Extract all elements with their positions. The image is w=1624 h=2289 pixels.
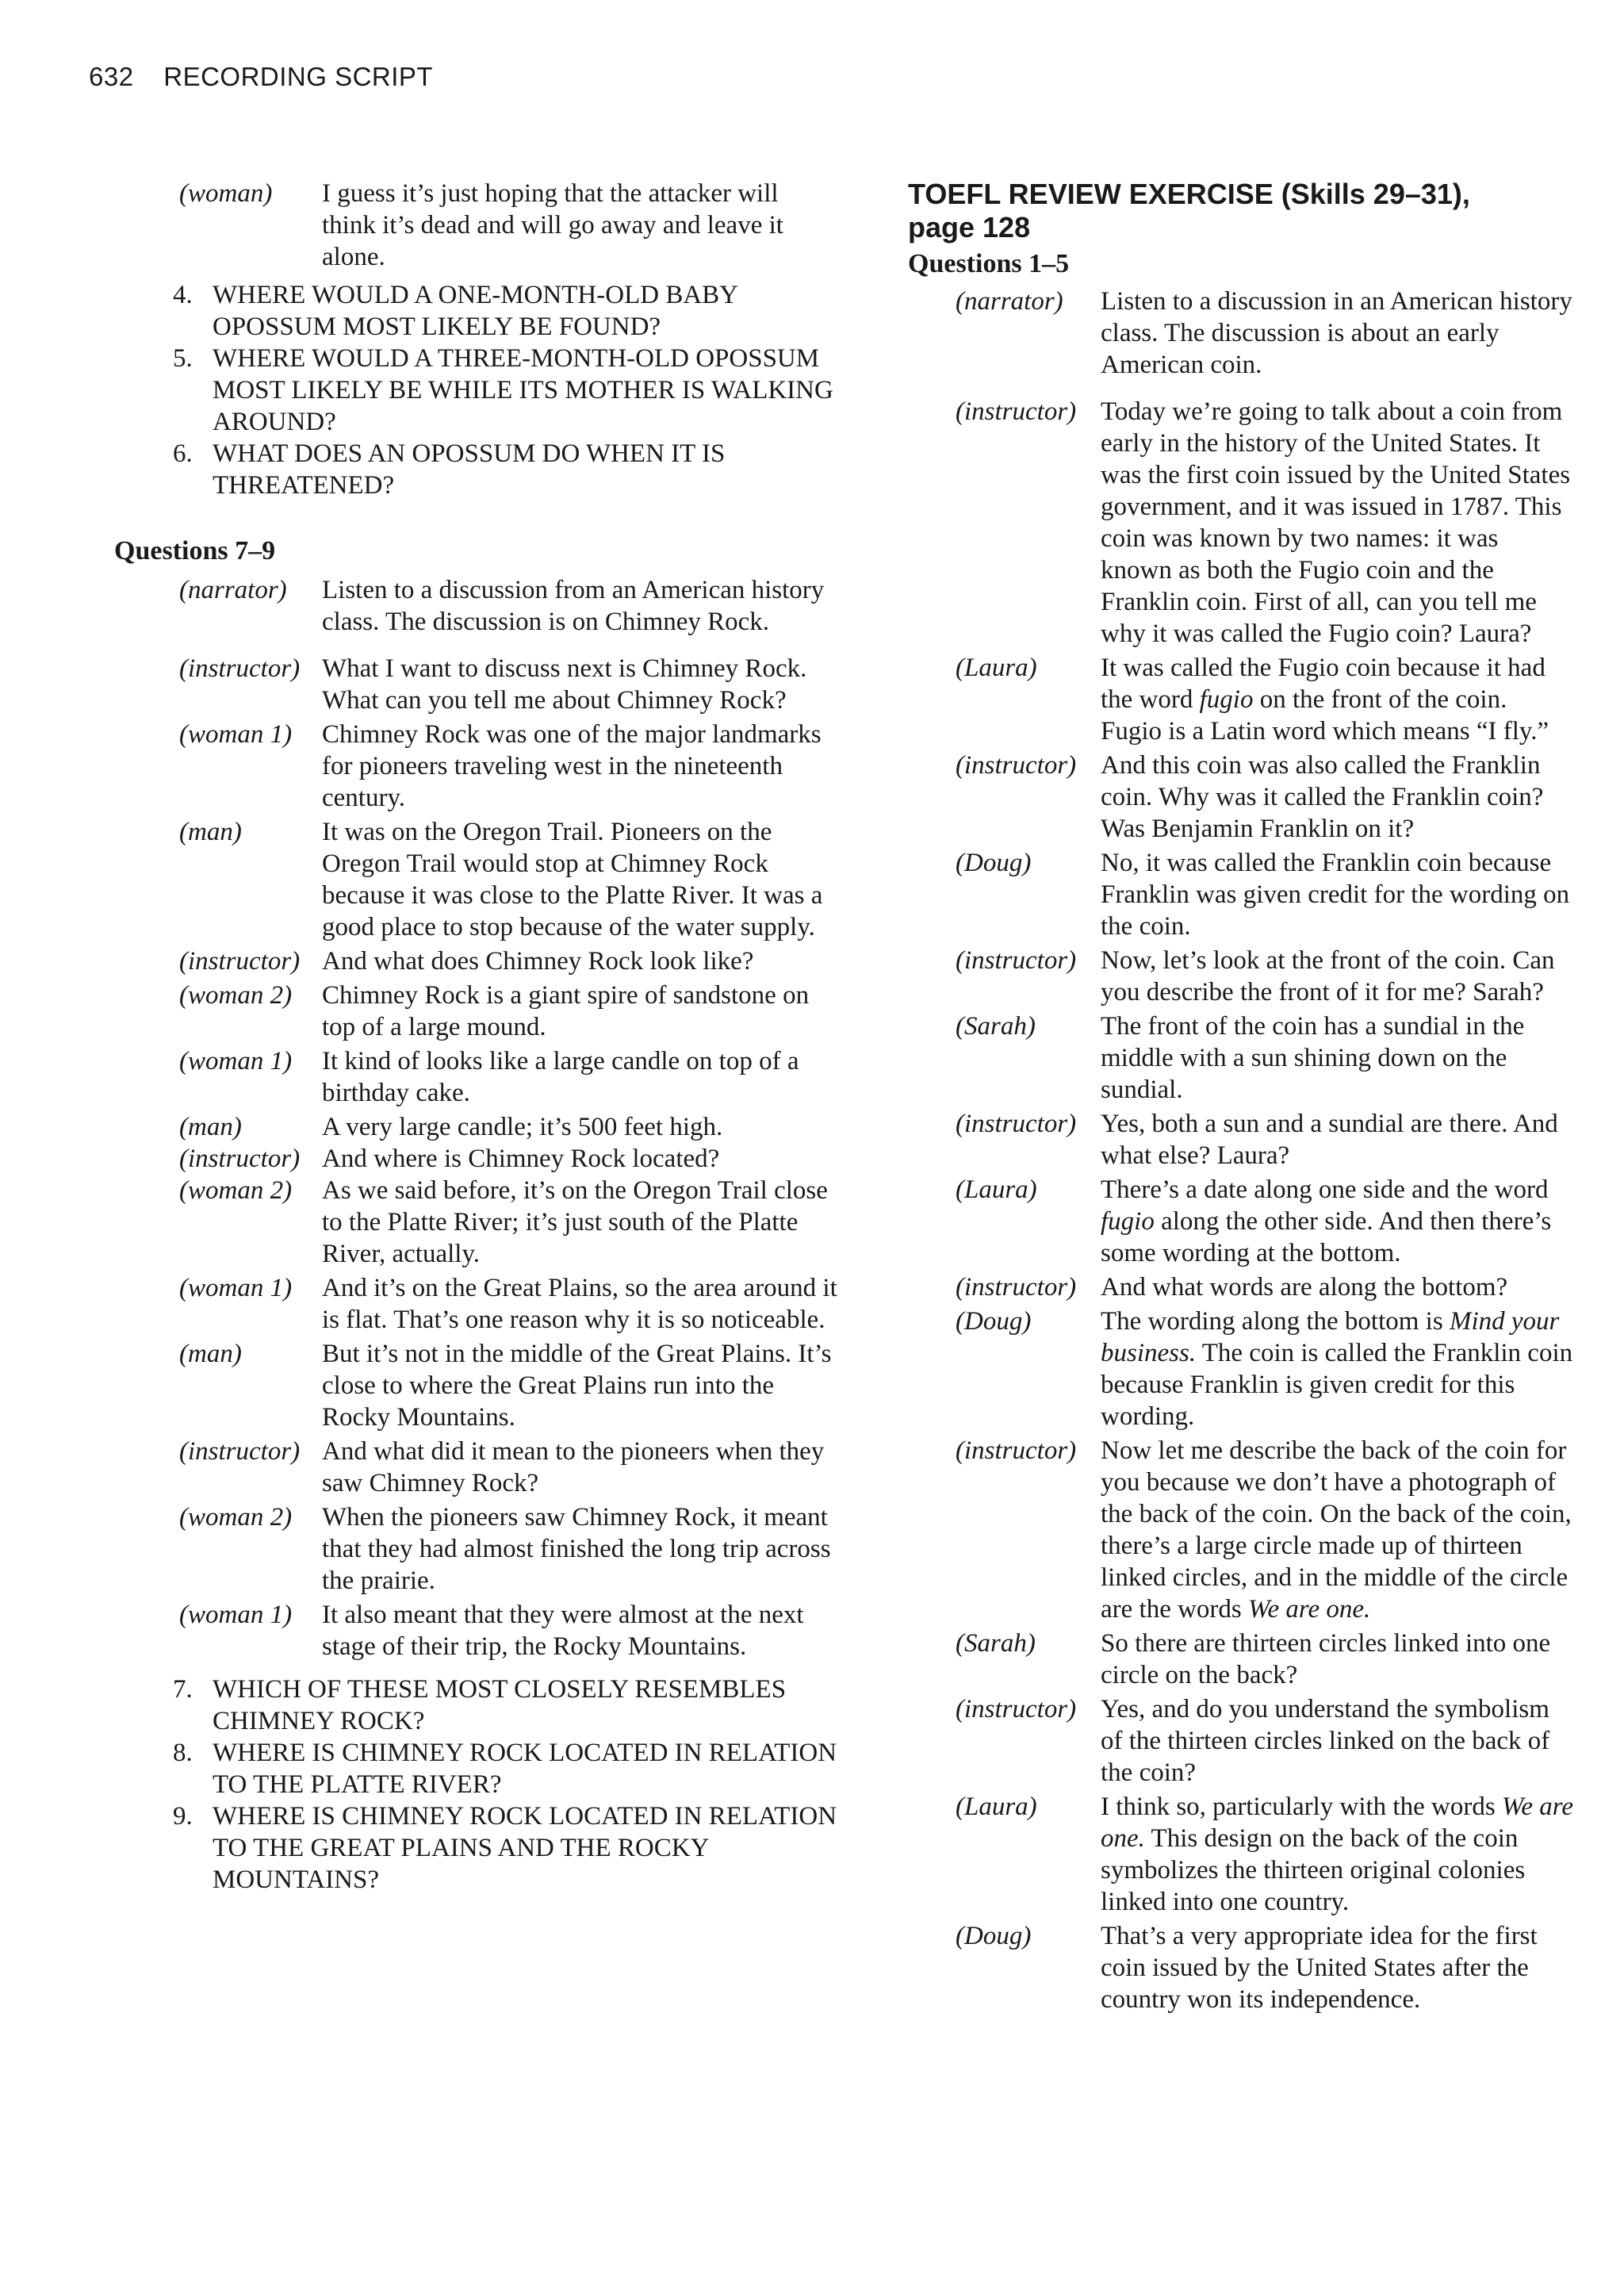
dialogue-line: [179, 1175, 837, 1270]
dialogue: [956, 286, 1574, 2015]
spoken-text: Yes, both a sun and a sundial are there. And what else? Laura?: [1101, 1110, 1558, 1170]
speaker-label: (woman 2): [179, 1176, 293, 1205]
speaker-label: (man): [179, 818, 242, 846]
dialogue-line: [179, 945, 837, 977]
question-text: WHERE IS CHIMNEY ROCK LOCATED IN RELATION TO THE GREAT PLAINS AND THE ROCKY MOUNTAINS?: [213, 1802, 837, 1894]
speaker-label: (woman 1): [179, 1047, 293, 1075]
dialogue-line: [179, 1272, 837, 1336]
section-title-line: page 128: [908, 211, 1031, 243]
dialogue-line: [956, 1693, 1574, 1789]
speaker-label: (woman 1): [179, 1601, 293, 1629]
dialogue-line: [179, 1111, 837, 1143]
dialogue-line: [179, 816, 837, 943]
question-number: 7.: [173, 1675, 193, 1704]
spoken-text: Now, let’s look at the front of the coin. Can you describe the front of it for me? Sarah?: [1101, 946, 1555, 1006]
question-item: [173, 279, 837, 343]
dialogue-line: [956, 1174, 1574, 1269]
speaker-label: (woman 1): [179, 720, 293, 749]
speaker-label: (Sarah): [956, 1629, 1036, 1658]
spoken-text: But it’s not in the middle of the Great Plains. It’s close to where the Great Plains run into the Rocky Mountains.: [322, 1340, 832, 1432]
spoken-text: As we said before, it’s on the Oregon Trail close to the Platte River; it’s just south of the Platte River, actually.: [322, 1176, 828, 1268]
dialogue-line: [956, 1791, 1574, 1918]
dialogue-line: [179, 178, 837, 273]
dialogue-line: [956, 1108, 1574, 1171]
speaker-label: (instructor): [179, 1144, 301, 1173]
speaker-label: (instructor): [956, 1695, 1077, 1723]
dialogue-line: [179, 574, 837, 638]
question-item: [173, 343, 837, 438]
spoken-text: Now let me describe the back of the coin for you because we don’t have a photograph of the back of the coin. On the back of the coin, there’s a large circle made up of thirteen linked circles, and in the middle of the circle are the words We are one.: [1101, 1436, 1572, 1624]
spoken-text: I guess it’s just hoping that the attacker will think it’s dead and will go away and leave it alone.: [322, 179, 783, 271]
spoken-text: It also meant that they were almost at the next stage of their trip, the Rocky Mountains.: [322, 1601, 804, 1661]
dialogue-line: [179, 1143, 837, 1175]
question-list: [173, 1674, 837, 1896]
running-head: [89, 62, 433, 92]
speaker-label: (man): [179, 1340, 242, 1368]
question-number: 4.: [173, 281, 193, 309]
spoken-text: And where is Chimney Rock located?: [322, 1144, 720, 1173]
spoken-text: Listen to a discussion from an American history class. The discussion is on Chimney Rock.: [322, 576, 825, 636]
speaker-label: (narrator): [956, 287, 1063, 316]
section-title: [908, 178, 1574, 244]
spoken-text: It kind of looks like a large candle on top of a birthday cake.: [322, 1047, 799, 1107]
speaker-label: (Doug): [956, 1307, 1032, 1336]
dialogue-line: [956, 1271, 1574, 1303]
speaker-label: (narrator): [179, 576, 287, 604]
question-list: [173, 279, 837, 501]
dialogue-line: [956, 652, 1574, 747]
spoken-text: And what did it mean to the pioneers when they saw Chimney Rock?: [322, 1437, 825, 1497]
spoken-text: So there are thirteen circles linked into one circle on the back?: [1101, 1629, 1551, 1689]
speaker-label: (instructor): [956, 946, 1077, 975]
question-number: 8.: [173, 1739, 193, 1767]
right-column: [908, 178, 1574, 2018]
spoken-text: And what does Chimney Rock look like?: [322, 947, 754, 976]
spoken-text: Chimney Rock is a giant spire of sandstone on top of a large mound.: [322, 981, 810, 1041]
spoken-text: Listen to a discussion in an American history class. The discussion is about an early American coin.: [1101, 287, 1572, 379]
speaker-label: (Laura): [956, 654, 1037, 682]
spoken-text: Chimney Rock was one of the major landmarks for pioneers traveling west in the nineteenth century.: [322, 720, 822, 812]
speaker-label: (woman 1): [179, 1274, 293, 1302]
spoken-text: It was on the Oregon Trail. Pioneers on the Oregon Trail would stop at Chimney Rock because it was close to the Platte River. It was a good place to stop because of the water supply.: [322, 818, 823, 941]
speaker-label: (instructor): [956, 397, 1077, 426]
speaker-label: (Sarah): [956, 1012, 1036, 1041]
spoken-text: A very large candle; it’s 500 feet high.: [322, 1113, 723, 1141]
dialogue-line: [179, 1501, 837, 1597]
questions-heading: Questions 1–5: [908, 249, 1070, 278]
speaker-label: (instructor): [179, 654, 301, 683]
dialogue-line: [179, 719, 837, 814]
spoken-text: And it’s on the Great Plains, so the area around it is flat. That’s one reason why it is so noticeable.: [322, 1274, 837, 1334]
spoken-text: What I want to discuss next is Chimney Rock. What can you tell me about Chimney Rock?: [322, 654, 807, 715]
question-text: WHAT DOES AN OPOSSUM DO WHEN IT IS THREATENED?: [213, 439, 726, 500]
question-text: WHICH OF THESE MOST CLOSELY RESEMBLES CHIMNEY ROCK?: [213, 1675, 787, 1735]
speaker-label: (Doug): [956, 849, 1032, 877]
dialogue-line: [179, 1436, 837, 1499]
dialogue: [179, 574, 837, 1662]
question-text: WHERE IS CHIMNEY ROCK LOCATED IN RELATION TO THE PLATTE RIVER?: [213, 1739, 837, 1799]
dialogue-line: [179, 1045, 837, 1109]
dialogue-line: [179, 653, 837, 716]
dialogue-line: [956, 945, 1574, 1008]
question-number: 5.: [173, 344, 193, 373]
dialogue-line: [179, 980, 837, 1043]
section-title-line: TOEFL REVIEW EXERCISE (Skills 29–31),: [908, 178, 1470, 210]
speaker-label: (Laura): [956, 1792, 1037, 1821]
dialogue-line: [956, 1920, 1574, 2015]
dialogue-line: [179, 1599, 837, 1662]
spoken-text: No, it was called the Franklin coin because Franklin was given credit for the wording on the coin.: [1101, 849, 1570, 941]
spoken-text: I think so, particularly with the words We are one. This design on the back of the coin symbolizes the thirteen original colonies linked into one country.: [1101, 1792, 1574, 1916]
spoken-text: That’s a very appropriate idea for the first coin issued by the United States after the country won its independence.: [1101, 1922, 1538, 2014]
question-item: [173, 1737, 837, 1800]
question-item: [173, 438, 837, 501]
speaker-label: (man): [179, 1113, 242, 1141]
question-item: [173, 1800, 837, 1896]
dialogue-line: [956, 750, 1574, 845]
questions-heading: Questions 7–9: [114, 536, 276, 566]
dialogue-line: [956, 1435, 1574, 1625]
dialogue-line: [956, 286, 1574, 381]
spoken-text: And this coin was also called the Franklin coin. Why was it called the Franklin coin? Was Benjamin Franklin on it?: [1101, 751, 1544, 843]
speaker-label: (instructor): [179, 1437, 301, 1466]
spoken-text: It was called the Fugio coin because it had the word fugio on the front of the coin. Fugio is a Latin word which means “I fly.”: [1101, 654, 1549, 746]
dialogue-line: [956, 1628, 1574, 1691]
spoken-text: The wording along the bottom is Mind your business. The coin is called the Franklin coin because Franklin is given credit for this wording.: [1101, 1307, 1573, 1431]
question-text: WHERE WOULD A ONE-MONTH-OLD BABY OPOSSUM MOST LIKELY BE FOUND?: [213, 281, 737, 341]
question-text: WHERE WOULD A THREE-MONTH-OLD OPOSSUM MOST LIKELY BE WHILE ITS MOTHER IS WALKING AROUND?: [213, 344, 833, 436]
spoken-text: The front of the coin has a sundial in the middle with a sun shining down on the sundial.: [1101, 1012, 1525, 1104]
spoken-text: Yes, and do you understand the symbolism of the thirteen circles linked on the back of the coin?: [1101, 1695, 1550, 1787]
left-column: [114, 178, 837, 1896]
dialogue-line: [179, 1338, 837, 1433]
spoken-text: Today we’re going to talk about a coin from early in the history of the United States. It was the first coin issued by the United States government, and it was issued in 1787. This coin was known by two names: it was known as both the Fugio coin and the Franklin coin. First of all, can you tell me why it was called the Fugio coin? Laura?: [1101, 397, 1571, 648]
spoken-text: There’s a date along one side and the word fugio along the other side. And then there’s some wording at the bottom.: [1101, 1175, 1552, 1267]
speaker-label: (woman): [179, 179, 273, 208]
speaker-label: (instructor): [956, 1436, 1077, 1465]
speaker-label: (instructor): [179, 947, 301, 976]
speaker-label: (instructor): [956, 1273, 1077, 1302]
spoken-text: And what words are along the bottom?: [1101, 1273, 1508, 1302]
speaker-label: (Laura): [956, 1175, 1037, 1204]
running-title: RECORDING SCRIPT: [163, 62, 434, 91]
speaker-label: (instructor): [956, 751, 1077, 780]
spoken-text: When the pioneers saw Chimney Rock, it meant that they had almost finished the long trip across the prairie.: [322, 1503, 831, 1595]
question-item: [173, 1674, 837, 1737]
question-number: 6.: [173, 439, 193, 468]
dialogue-line: [956, 1306, 1574, 1432]
page-number: 632: [89, 62, 134, 91]
dialogue-line: [956, 1010, 1574, 1106]
speaker-label: (woman 2): [179, 1503, 293, 1532]
dialogue-line: [956, 847, 1574, 942]
speaker-label: (Doug): [956, 1922, 1032, 1950]
dialogue-line: [956, 396, 1574, 650]
speaker-label: (instructor): [956, 1110, 1077, 1138]
speaker-label: (woman 2): [179, 981, 293, 1010]
question-number: 9.: [173, 1802, 193, 1831]
